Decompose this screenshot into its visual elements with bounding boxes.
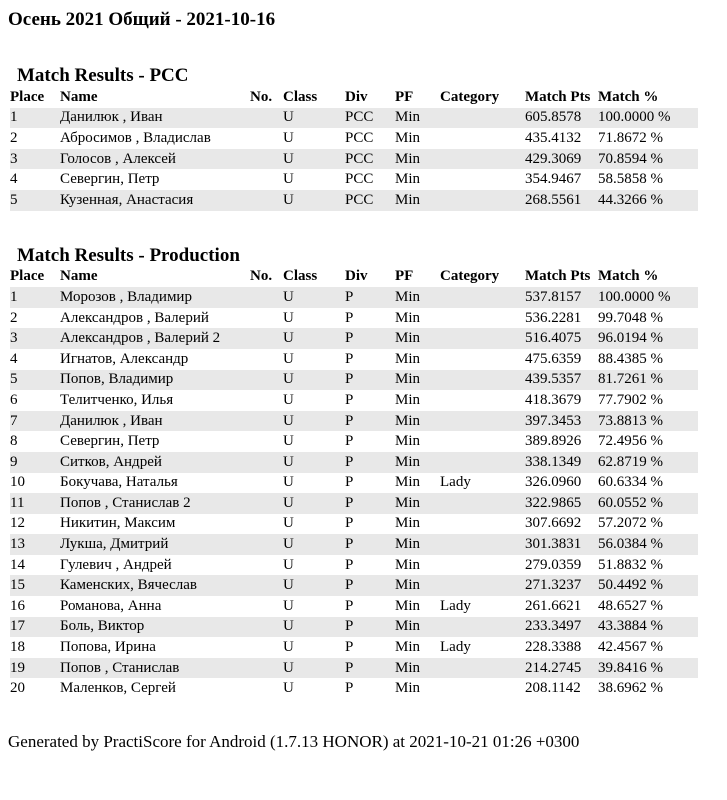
cell-class: U <box>283 171 294 188</box>
cell-no <box>250 534 283 555</box>
cell-place: 17 <box>10 618 25 635</box>
cell-class: U <box>283 330 294 347</box>
cell-category <box>440 431 525 452</box>
cell-match-pts: 301.3831 <box>525 536 582 553</box>
cell-class: U <box>283 577 294 594</box>
cell-category <box>440 128 525 149</box>
table-row <box>10 617 698 638</box>
cell-name: Романова, Анна <box>60 597 162 614</box>
column-header-class: Class <box>283 268 318 285</box>
cell-category <box>440 390 525 411</box>
cell-div: PCC <box>345 171 374 188</box>
cell-category <box>440 328 525 349</box>
cell-name: Попов, Владимир <box>60 371 174 388</box>
cell-place: 1 <box>10 288 18 305</box>
column-header-name: Name <box>60 268 98 285</box>
cell-class: U <box>283 536 294 553</box>
table-row <box>10 108 698 129</box>
table-row <box>10 308 698 329</box>
cell-match-pct: 60.0552 % <box>598 494 663 511</box>
cell-pf: Min <box>395 515 421 532</box>
cell-no <box>250 678 283 699</box>
cell-name: Данилюк , Иван <box>60 109 163 126</box>
cell-div: P <box>345 288 354 305</box>
cell-name: Боль, Виктор <box>60 618 145 635</box>
cell-pf: Min <box>395 577 421 594</box>
cell-no <box>250 370 283 391</box>
cell-match-pct: 71.8672 % <box>598 129 663 146</box>
cell-match-pts: 389.8926 <box>525 433 582 450</box>
cell-category <box>440 493 525 514</box>
cell-match-pts: 233.3497 <box>525 618 582 635</box>
cell-match-pct: 73.8813 % <box>598 412 663 429</box>
cell-div: P <box>345 577 354 594</box>
cell-no <box>250 575 283 596</box>
cell-class: U <box>283 109 294 126</box>
cell-place: 12 <box>10 515 25 532</box>
cell-no <box>250 149 283 170</box>
cell-place: 7 <box>10 412 18 429</box>
cell-pf: Min <box>395 288 421 305</box>
cell-no <box>250 514 283 535</box>
cell-match-pct: 62.8719 % <box>598 453 663 470</box>
cell-place: 4 <box>10 171 18 188</box>
cell-match-pct: 81.7261 % <box>598 371 663 388</box>
column-header-name: Name <box>60 88 98 105</box>
cell-name: Севергин, Петр <box>60 171 160 188</box>
column-header-no: No. <box>250 88 273 105</box>
column-header-div: Div <box>345 268 368 285</box>
table-row <box>10 452 698 473</box>
cell-name: Голосов , Алексей <box>60 150 176 167</box>
cell-category: Lady <box>440 474 471 491</box>
cell-category <box>440 534 525 555</box>
cell-category <box>440 452 525 473</box>
cell-pf: Min <box>395 556 421 573</box>
cell-category <box>440 287 525 308</box>
cell-pf: Min <box>395 494 421 511</box>
cell-match-pts: 279.0359 <box>525 556 582 573</box>
cell-match-pts: 439.5357 <box>525 371 582 388</box>
cell-match-pts: 516.4075 <box>525 330 582 347</box>
table-row <box>10 411 698 432</box>
cell-place: 18 <box>10 639 25 656</box>
table-row <box>10 575 698 596</box>
column-header-match-pct: Match % <box>598 268 659 285</box>
table-row <box>10 287 698 308</box>
cell-match-pts: 418.3679 <box>525 391 582 408</box>
cell-no <box>250 349 283 370</box>
cell-category <box>440 308 525 329</box>
cell-no <box>250 596 283 617</box>
section-title-pcc: Match Results - PCC <box>17 65 189 86</box>
cell-class: U <box>283 494 294 511</box>
cell-pf: Min <box>395 191 421 208</box>
cell-div: P <box>345 474 354 491</box>
table-row <box>10 431 698 452</box>
cell-pf: Min <box>395 129 421 146</box>
cell-no <box>250 411 283 432</box>
cell-div: P <box>345 639 354 656</box>
cell-match-pct: 88.4385 % <box>598 350 663 367</box>
cell-place: 16 <box>10 597 25 614</box>
cell-div: P <box>345 330 354 347</box>
cell-match-pts: 268.5561 <box>525 191 582 208</box>
cell-match-pct: 38.6962 % <box>598 680 663 697</box>
cell-no <box>250 108 283 129</box>
cell-no <box>250 390 283 411</box>
cell-place: 10 <box>10 474 25 491</box>
cell-name: Попов , Станислав 2 <box>60 494 191 511</box>
column-header-div: Div <box>345 88 368 105</box>
cell-pf: Min <box>395 474 421 491</box>
column-header-place: Place <box>10 88 45 105</box>
cell-pf: Min <box>395 536 421 553</box>
cell-name: Телитченко, Илья <box>60 391 174 408</box>
cell-name: Игнатов, Александр <box>60 350 189 367</box>
column-header-pf: PF <box>395 268 414 285</box>
cell-class: U <box>283 618 294 635</box>
cell-div: P <box>345 371 354 388</box>
cell-match-pct: 50.4492 % <box>598 577 663 594</box>
column-header-match-pts: Match Pts <box>525 268 591 285</box>
cell-place: 6 <box>10 391 18 408</box>
cell-pf: Min <box>395 433 421 450</box>
cell-category <box>440 555 525 576</box>
table-row <box>10 493 698 514</box>
cell-pf: Min <box>395 391 421 408</box>
column-header-category: Category <box>440 268 500 285</box>
cell-class: U <box>283 391 294 408</box>
cell-class: U <box>283 309 294 326</box>
table-row <box>10 190 698 211</box>
cell-match-pct: 100.0000 % <box>598 109 671 126</box>
cell-class: U <box>283 659 294 676</box>
cell-div: P <box>345 536 354 553</box>
cell-name: Попов , Станислав <box>60 659 180 676</box>
cell-match-pct: 57.2072 % <box>598 515 663 532</box>
table-header-row <box>10 267 698 288</box>
cell-class: U <box>283 371 294 388</box>
cell-match-pts: 435.4132 <box>525 129 582 146</box>
cell-place: 19 <box>10 659 25 676</box>
cell-match-pts: 536.2281 <box>525 309 582 326</box>
cell-match-pts: 326.0960 <box>525 474 582 491</box>
cell-match-pct: 96.0194 % <box>598 330 663 347</box>
cell-no <box>250 308 283 329</box>
cell-name: Лукша, Дмитрий <box>60 536 169 553</box>
cell-name: Александров , Валерий <box>60 309 209 326</box>
cell-match-pts: 208.1142 <box>525 680 581 697</box>
cell-match-pct: 51.8832 % <box>598 556 663 573</box>
cell-class: U <box>283 433 294 450</box>
table-row <box>10 555 698 576</box>
cell-div: P <box>345 659 354 676</box>
cell-class: U <box>283 150 294 167</box>
cell-match-pts: 307.6692 <box>525 515 582 532</box>
cell-no <box>250 431 283 452</box>
generated-by-note: Generated by PractiScore for Android (1.7.13 HONOR) at 2021-10-21 01:26 +0300 <box>8 732 580 752</box>
table-row <box>10 596 698 617</box>
table-row <box>10 637 698 658</box>
table-header-row <box>10 87 698 108</box>
cell-name: Маленков, Сергей <box>60 680 176 697</box>
cell-category <box>440 190 525 211</box>
table-row <box>10 149 698 170</box>
cell-match-pct: 60.6334 % <box>598 474 663 491</box>
cell-name: Абросимов , Владислав <box>60 129 211 146</box>
section-title-production: Match Results - Production <box>17 244 240 266</box>
cell-place: 5 <box>10 191 18 208</box>
table-row <box>10 128 698 149</box>
cell-name: Никитин, Максим <box>60 515 176 532</box>
table-row <box>10 534 698 555</box>
cell-place: 3 <box>10 330 18 347</box>
cell-div: P <box>345 618 354 635</box>
cell-match-pts: 338.1349 <box>525 453 582 470</box>
cell-no <box>250 328 283 349</box>
cell-place: 4 <box>10 350 18 367</box>
cell-no <box>250 617 283 638</box>
cell-class: U <box>283 556 294 573</box>
page-title: Осень 2021 Общий - 2021-10-16 <box>8 9 276 30</box>
cell-place: 15 <box>10 577 25 594</box>
cell-name: Севергин, Петр <box>60 433 160 450</box>
results-table-production <box>10 267 698 699</box>
table-row <box>10 658 698 679</box>
cell-match-pct: 48.6527 % <box>598 597 663 614</box>
cell-no <box>250 190 283 211</box>
cell-pf: Min <box>395 109 421 126</box>
cell-pf: Min <box>395 597 421 614</box>
cell-div: P <box>345 391 354 408</box>
column-header-match-pts: Match Pts <box>525 88 591 105</box>
cell-div: PCC <box>345 129 374 146</box>
cell-pf: Min <box>395 371 421 388</box>
cell-category: Lady <box>440 639 471 656</box>
table-row <box>10 169 698 190</box>
column-header-no: No. <box>250 268 273 285</box>
cell-pf: Min <box>395 412 421 429</box>
cell-match-pts: 537.8157 <box>525 288 582 305</box>
cell-name: Бокучава, Наталья <box>60 474 178 491</box>
cell-div: P <box>345 597 354 614</box>
cell-match-pct: 58.5858 % <box>598 171 663 188</box>
cell-name: Каменских, Вячеслав <box>60 577 197 594</box>
cell-pf: Min <box>395 639 421 656</box>
cell-class: U <box>283 288 294 305</box>
cell-match-pct: 44.3266 % <box>598 191 663 208</box>
cell-class: U <box>283 412 294 429</box>
cell-match-pts: 261.6621 <box>525 597 582 614</box>
cell-match-pct: 100.0000 % <box>598 288 671 305</box>
cell-match-pts: 475.6359 <box>525 350 582 367</box>
cell-div: P <box>345 309 354 326</box>
cell-div: P <box>345 350 354 367</box>
cell-div: P <box>345 680 354 697</box>
cell-no <box>250 637 283 658</box>
cell-div: P <box>345 433 354 450</box>
cell-class: U <box>283 129 294 146</box>
cell-place: 2 <box>10 309 18 326</box>
cell-match-pct: 77.7902 % <box>598 391 663 408</box>
cell-div: P <box>345 556 354 573</box>
table-row <box>10 390 698 411</box>
cell-class: U <box>283 453 294 470</box>
cell-name: Гулевич , Андрей <box>60 556 172 573</box>
cell-place: 1 <box>10 109 18 126</box>
cell-no <box>250 287 283 308</box>
cell-no <box>250 555 283 576</box>
cell-match-pts: 354.9467 <box>525 171 582 188</box>
cell-class: U <box>283 474 294 491</box>
cell-match-pts: 397.3453 <box>525 412 582 429</box>
cell-name: Александров , Валерий 2 <box>60 330 221 347</box>
cell-match-pct: 56.0384 % <box>598 536 663 553</box>
table-row <box>10 514 698 535</box>
cell-place: 20 <box>10 680 25 697</box>
cell-pf: Min <box>395 350 421 367</box>
table-row <box>10 678 698 699</box>
cell-place: 9 <box>10 453 18 470</box>
cell-pf: Min <box>395 659 421 676</box>
column-header-category: Category <box>440 88 500 105</box>
cell-match-pts: 429.3069 <box>525 150 582 167</box>
cell-place: 14 <box>10 556 25 573</box>
cell-pf: Min <box>395 150 421 167</box>
cell-place: 3 <box>10 150 18 167</box>
cell-match-pts: 322.9865 <box>525 494 582 511</box>
column-header-place: Place <box>10 268 45 285</box>
cell-pf: Min <box>395 309 421 326</box>
cell-class: U <box>283 515 294 532</box>
cell-match-pts: 271.3237 <box>525 577 582 594</box>
cell-match-pct: 43.3884 % <box>598 618 663 635</box>
cell-class: U <box>283 639 294 656</box>
cell-div: PCC <box>345 150 374 167</box>
cell-class: U <box>283 350 294 367</box>
cell-match-pct: 72.4956 % <box>598 433 663 450</box>
cell-match-pct: 39.8416 % <box>598 659 663 676</box>
column-header-match-pct: Match % <box>598 88 659 105</box>
cell-div: P <box>345 412 354 429</box>
cell-category <box>440 678 525 699</box>
cell-match-pct: 99.7048 % <box>598 309 663 326</box>
cell-category <box>440 108 525 129</box>
cell-pf: Min <box>395 171 421 188</box>
table-row <box>10 328 698 349</box>
cell-place: 13 <box>10 536 25 553</box>
cell-no <box>250 473 283 494</box>
cell-place: 8 <box>10 433 18 450</box>
cell-no <box>250 169 283 190</box>
cell-name: Ситков, Андрей <box>60 453 162 470</box>
cell-name: Кузенная, Анастасия <box>60 191 194 208</box>
cell-div: P <box>345 515 354 532</box>
cell-match-pts: 214.2745 <box>525 659 582 676</box>
cell-place: 5 <box>10 371 18 388</box>
cell-class: U <box>283 597 294 614</box>
results-table-pcc <box>10 87 698 211</box>
cell-match-pct: 70.8594 % <box>598 150 663 167</box>
cell-category <box>440 658 525 679</box>
cell-category <box>440 411 525 432</box>
cell-pf: Min <box>395 618 421 635</box>
column-header-pf: PF <box>395 88 414 105</box>
cell-category <box>440 514 525 535</box>
cell-place: 2 <box>10 129 18 146</box>
cell-pf: Min <box>395 330 421 347</box>
cell-div: PCC <box>345 109 374 126</box>
cell-category <box>440 617 525 638</box>
cell-no <box>250 658 283 679</box>
cell-div: P <box>345 494 354 511</box>
cell-class: U <box>283 191 294 208</box>
cell-pf: Min <box>395 680 421 697</box>
cell-div: P <box>345 453 354 470</box>
cell-category <box>440 349 525 370</box>
cell-name: Данилюк , Иван <box>60 412 163 429</box>
cell-match-pts: 228.3388 <box>525 639 582 656</box>
cell-category <box>440 575 525 596</box>
table-row <box>10 370 698 391</box>
cell-name: Попова, Ирина <box>60 639 156 656</box>
cell-pf: Min <box>395 453 421 470</box>
column-header-class: Class <box>283 88 318 105</box>
cell-div: PCC <box>345 191 374 208</box>
cell-match-pct: 42.4567 % <box>598 639 663 656</box>
cell-match-pts: 605.8578 <box>525 109 582 126</box>
cell-category <box>440 149 525 170</box>
cell-no <box>250 493 283 514</box>
table-row <box>10 349 698 370</box>
cell-no <box>250 128 283 149</box>
cell-place: 11 <box>10 494 25 511</box>
cell-category <box>440 370 525 391</box>
cell-class: U <box>283 680 294 697</box>
cell-category <box>440 169 525 190</box>
cell-name: Морозов , Владимир <box>60 288 192 305</box>
table-row <box>10 473 698 494</box>
cell-no <box>250 452 283 473</box>
cell-category: Lady <box>440 597 471 614</box>
